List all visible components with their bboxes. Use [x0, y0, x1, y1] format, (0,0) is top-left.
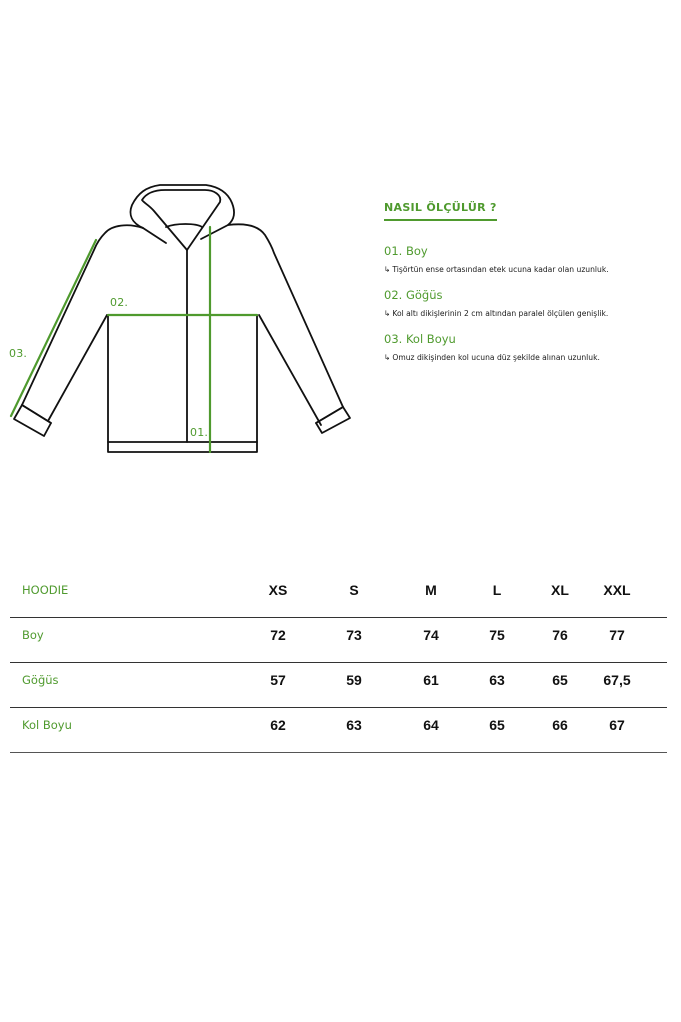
row-label: Boy: [22, 628, 44, 642]
guide-step-gogus: [384, 284, 681, 303]
table-row: [10, 708, 667, 753]
label-gogus-marker: 02.: [110, 296, 129, 309]
size-header-m: M: [425, 582, 437, 598]
measurement-guide: [384, 196, 681, 221]
step-title: 01. Boy: [384, 244, 428, 258]
size-header-s: S: [349, 582, 359, 598]
step-description-kol-boyu: ↳ Omuz dikişinden kol ucuna düz şekilde alınan uzunluk.: [384, 353, 600, 362]
table-cell: 76: [552, 627, 568, 643]
hoodie-measurement-diagram: [0, 175, 360, 465]
table-cell: 59: [346, 672, 362, 688]
table-cell: 65: [489, 717, 505, 733]
size-header-xl: XL: [551, 582, 569, 598]
table-cell: 64: [423, 717, 439, 733]
table-cell: 67: [609, 717, 625, 733]
table-cell: 72: [270, 627, 286, 643]
table-cell: 74: [423, 627, 439, 643]
step-title: 02. Göğüs: [384, 288, 443, 302]
table-row: [10, 663, 667, 708]
arrow-icon: ↳: [384, 265, 391, 274]
step-description-boy: ↳ Tişörtün ense ortasından etek ucuna kadar olan uzunluk.: [384, 265, 609, 274]
arrow-icon: ↳: [384, 353, 391, 362]
table-cell: 57: [270, 672, 286, 688]
label-boy-marker: 01.: [190, 426, 209, 439]
step-title: 03. Kol Boyu: [384, 332, 456, 346]
table-header-row: [10, 573, 667, 618]
table-cell: 67,5: [603, 672, 631, 688]
label-kol-boyu-marker: 03.: [9, 347, 28, 360]
size-header-xxl: XXL: [603, 582, 631, 598]
table-cell: 66: [552, 717, 568, 733]
row-label: Kol Boyu: [22, 718, 72, 732]
guide-step-kol-boyu: [384, 328, 681, 347]
product-label: HOODIE: [22, 583, 69, 597]
guide-step-boy: [384, 240, 681, 259]
size-table: [10, 573, 667, 753]
table-row: [10, 618, 667, 663]
hoodie-outline-icon: [0, 175, 360, 465]
size-header-l: L: [492, 582, 502, 598]
row-label: Göğüs: [22, 673, 59, 687]
table-cell: 73: [346, 627, 362, 643]
table-cell: 75: [489, 627, 505, 643]
size-header-xs: XS: [268, 582, 288, 598]
table-cell: 65: [552, 672, 568, 688]
table-cell: 62: [270, 717, 286, 733]
table-cell: 63: [346, 717, 362, 733]
step-description-gogus: ↳ Kol altı dikişlerinin 2 cm altından paralel ölçülen genişlik.: [384, 309, 609, 318]
arrow-icon: ↳: [384, 309, 391, 318]
table-cell: 77: [609, 627, 625, 643]
table-cell: 63: [489, 672, 505, 688]
guide-title: NASIL ÖLÇÜLÜR ?: [384, 201, 497, 221]
table-cell: 61: [423, 672, 439, 688]
